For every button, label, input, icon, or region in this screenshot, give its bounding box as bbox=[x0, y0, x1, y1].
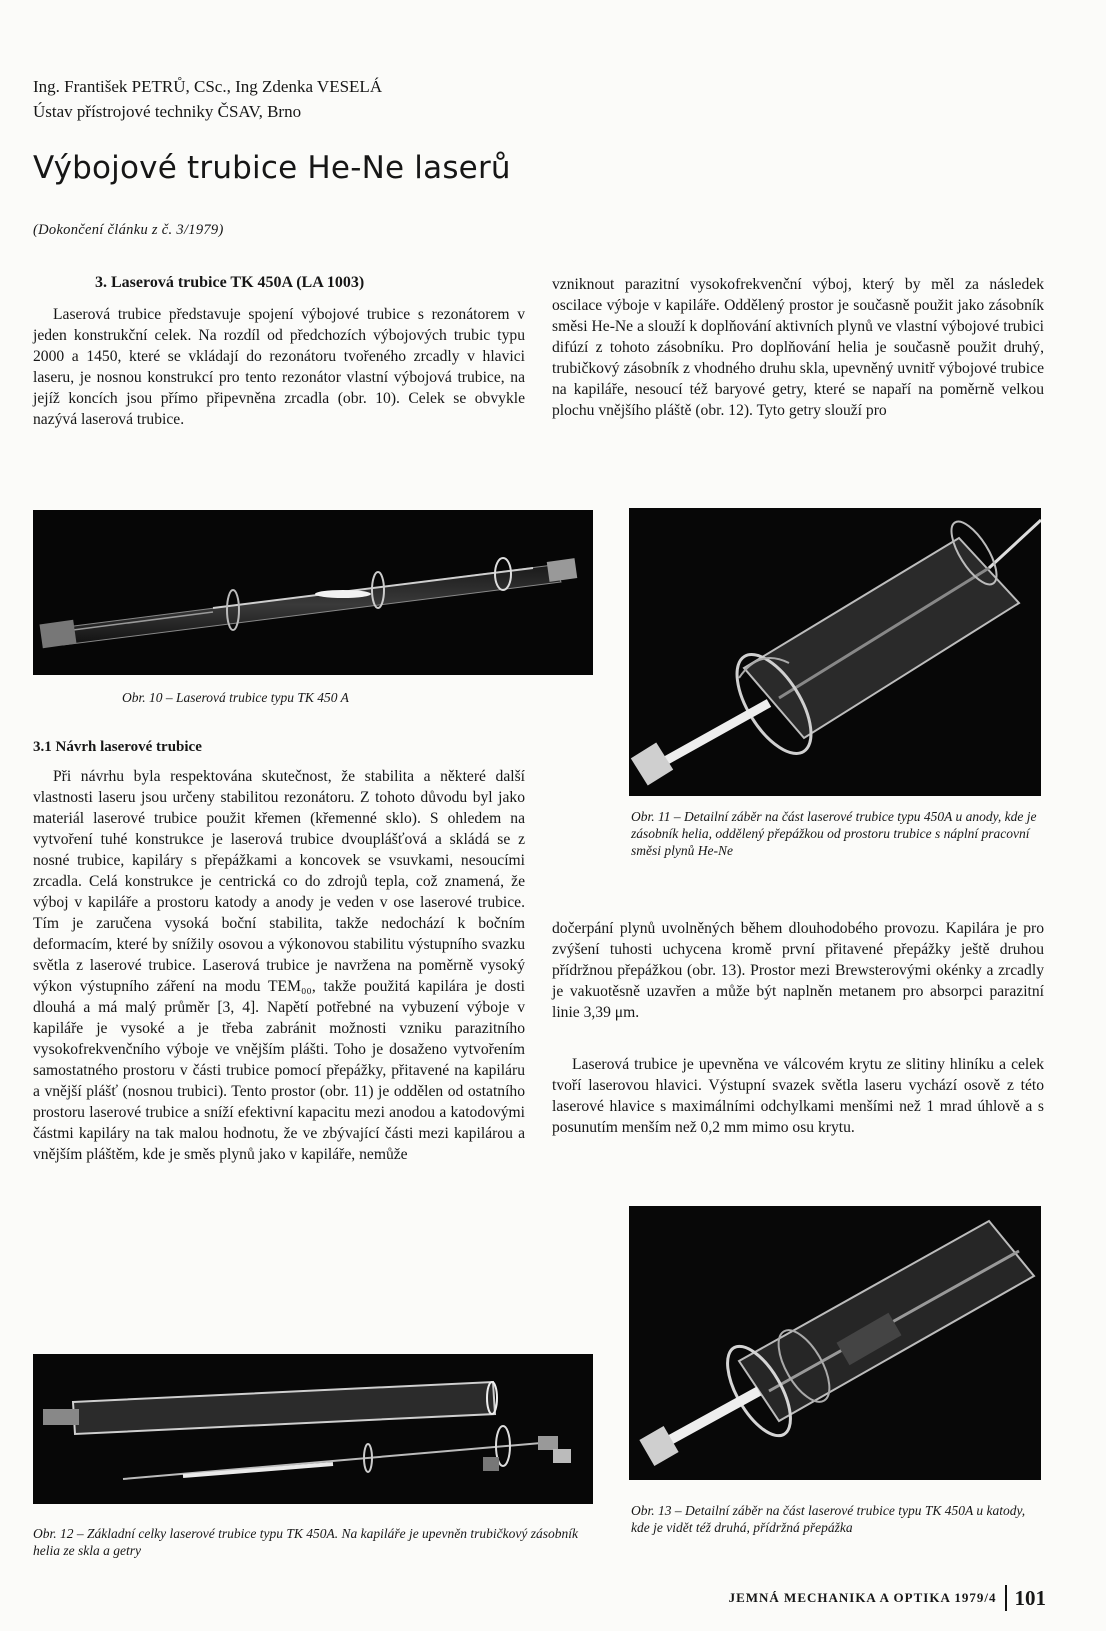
right-column-mid-paragraph-2: Laserová trubice je upevněna ve válcovém krytu ze slitiny hliníku a celek tvoří laserovou hlavici. Výstupní svazek světla laseru vychází osově z této laserové hlavice s maximálními odchylkami menšími než 1 mrad úhlově a s posunutím menším než 0,2 mm mimo osu krytu. bbox=[552, 1056, 1044, 1136]
footer-divider bbox=[1005, 1585, 1007, 1611]
authors-institution: Ústav přístrojové techniky ČSAV, Brno bbox=[33, 102, 302, 121]
article-title: Výbojové trubice He-Ne laserů bbox=[33, 150, 511, 186]
figure-13-photo bbox=[629, 1206, 1041, 1480]
figure-11-photo bbox=[629, 508, 1041, 796]
figure-12-photo bbox=[33, 1354, 593, 1504]
figure-13-caption: Obr. 13 – Detailní záběr na část laserové trubice typu TK 450A u katody, kde je vidět též druhá, přídržná přepážka bbox=[631, 1503, 1026, 1535]
figure-12-caption: Obr. 12 – Základní celky laserové trubice typu TK 450A. Na kapiláře je upevněn trubičkový zásobník helia ze skla a getry bbox=[33, 1526, 579, 1558]
section-3-1-heading: 3.1 Návrh laserové trubice bbox=[33, 739, 202, 755]
section-3-heading: 3. Laserová trubice TK 450A (LA 1003) bbox=[95, 274, 365, 291]
authors-names: Ing. František PETRŮ, CSc., Ing Zdenka VESELÁ bbox=[33, 77, 383, 96]
authors-block bbox=[33, 74, 382, 124]
figure-10-photo bbox=[33, 510, 593, 675]
page-footer bbox=[729, 1585, 1046, 1611]
figure-11-caption: Obr. 11 – Detailní záběr na část laserové trubice typu 450A u anody, kde je zásobník helia, oddělený přepážkou od prostoru trubice s náplní pracovní směsi plynů He-Ne bbox=[631, 809, 1037, 858]
section-3-1-paragraph: Při návrhu byla respektována skutečnost, že stabilita a některé další vlastnosti laseru jsou určeny stabilitou rezonátoru. Z tohoto důvodu byl jako materiál laserové trubice použit křemen (křemenné sklo). S ohledem na vytvoření tuhé konstrukce je laserová trubice dvouplášťová a skládá se z nosné trubice, kapiláry s přepážkami a koncovek se vsuvkami, nesoucími zrcadla. Celá konstrukce je centrická co do zdrojů tepla, což znamená, že výboj v kapiláře a prostoru katody a anody je veden v ose laserové trubice. Tím je zaručena vysoká boční stabilita, takže nedochází k bočním deformacím, které by snížily osovou a výkonovou stabilitu výstupního svazku světla z laserové trubice. Laserová trubice je navržena na poměrně vysoký výkon výstupního záření na modu TEM₀₀, takže použitá kapilára je dosti dlouhá a má malý průměr [3, 4]. Napětí potřebné na vybuzení výboje v kapiláře je vysoké a je třeba zabránit možnosti vzniku parazitního vysokofrekvenčního výboje ve vnějším plášti. Toho je dosaženo vytvořením samostatného prostoru v části trubice pomocí přepážky, přitavené na kapiláru a vnější plášť (nosnou trubici). Tento prostor (obr. 11) je oddělen od ostatního prostoru laserové trubice a sníží efektivní kapacitu mezi anodou a katodovými částmi kapiláry na tak malou hodnotu, že ve zbývající části mezi kapilárou a vnějším pláštěm, kde je směs plynů jako v kapiláře, nemůže bbox=[33, 768, 525, 1163]
right-column-mid-paragraph-1: dočerpání plynů uvolněných během dlouhodobého provozu. Kapilára je pro zvýšení tuhosti uchycena kromě první přitavené přepážky ještě druhou přídržnou přepážkou (obr. 13). Prostor mezi Brewsterovými okénky a zrcadly je vakuotěsně uzavřen a může být naplněn metanem pro absorpci parazitní linie 3,39 μm. bbox=[552, 920, 1044, 1021]
right-column-top-text: vzniknout parazitní vysokofrekvenční výboj, který by měl za následek oscilace výboje v kapiláře. Oddělený prostor je současně použit jako zásobník směsi He-Ne a slouží k doplňování aktivních plynů ve vlastní výbojové trubici difúzí z tohoto zásobníku. Pro doplňování helia je současně použit druhý, trubičkový zásobník z vhodného druhu skla, upevněný uvnitř výbojové trubice na kapiláře, nesoucí též baryové getry, které se napaří na poměrně velkou plochu vnějšího pláště (obr. 12). Tyto getry slouží pro bbox=[552, 276, 1044, 419]
figure-10-caption: Obr. 10 – Laserová trubice typu TK 450 A bbox=[122, 690, 349, 705]
section-3-paragraph: Laserová trubice představuje spojení výbojové trubice s rezonátorem v jeden konstrukční celek. Na rozdíl od předchozích výbojových trubic typu 2000 a 1450, které se vkládají do rezonátoru tvořeného zrcadly v hlavici laseru, je nosnou konstrukcí pro tento rezonátor vlastní výbojová trubice, na jejíž koncích jsou přímo připevněna zrcadla (obr. 10). Celek se obvykle nazývá laserová trubice. bbox=[33, 306, 525, 428]
continuation-note: (Dokončení článku z č. 3/1979) bbox=[33, 222, 224, 238]
page-number: 101 bbox=[1014, 1585, 1046, 1610]
journal-name: JEMNÁ MECHANIKA A OPTIKA 1979/4 bbox=[728, 1590, 997, 1605]
